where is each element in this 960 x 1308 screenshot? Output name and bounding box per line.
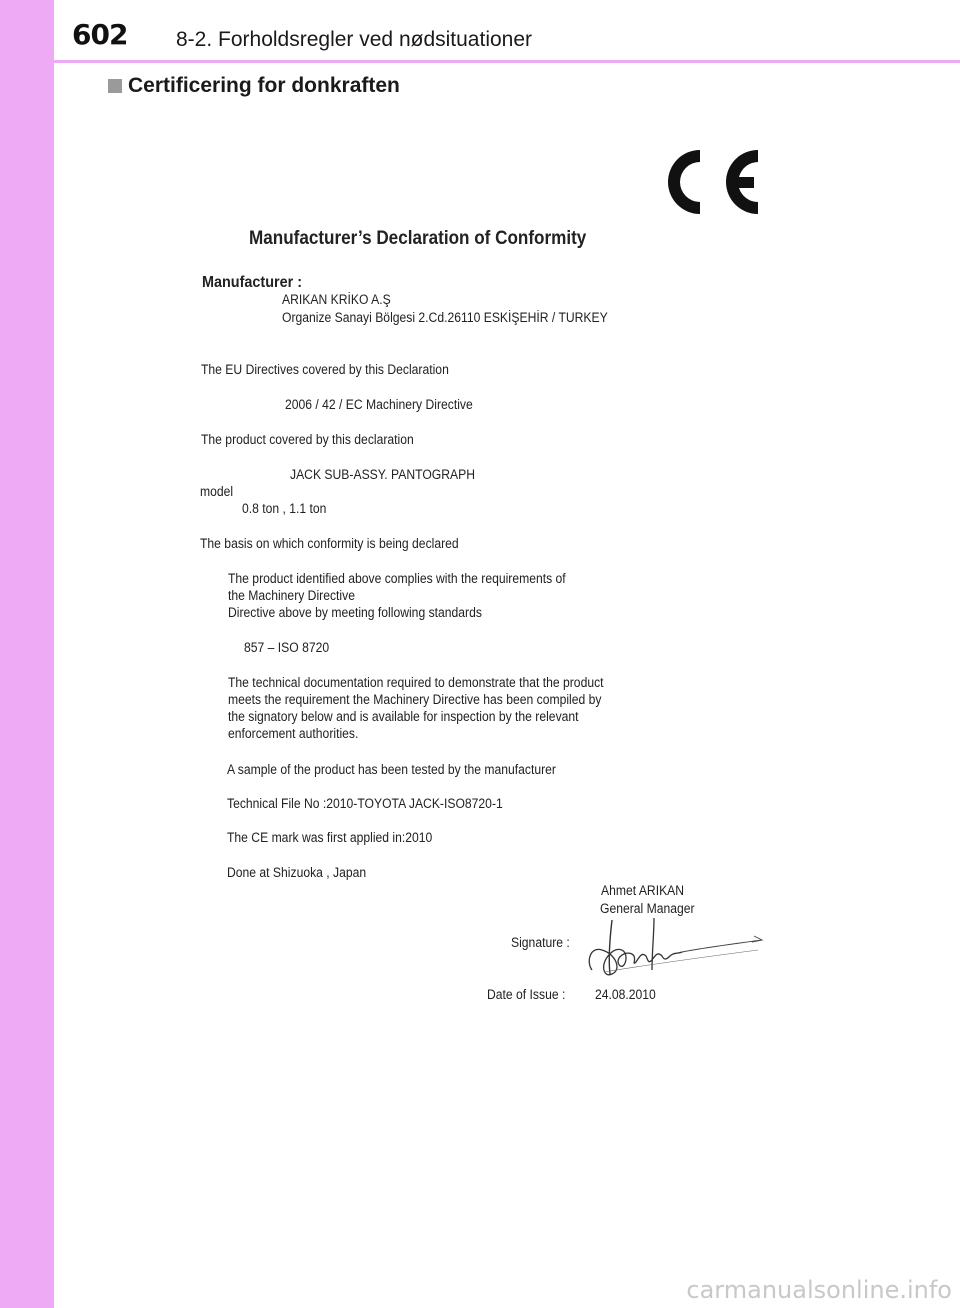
model-values: 0.8 ton , 1.1 ton [242, 501, 327, 516]
eu-directive: 2006 / 42 / EC Machinery Directive [285, 397, 473, 412]
technical-line: enforcement authorities. [228, 726, 359, 741]
date-label: Date of Issue : [487, 987, 566, 1002]
technical-file: Technical File No :2010-TOYOTA JACK-ISO8720-1 [227, 796, 503, 811]
handwritten-signature [582, 912, 770, 982]
manufacturer-name: ARIKAN KRİKO A.Ş [282, 292, 391, 307]
complies-line: the Machinery Directive [228, 588, 355, 603]
ce-applied: The CE mark was first applied in:2010 [227, 830, 433, 845]
complies-line: The product identified above complies with the requirements of [228, 571, 566, 586]
manufacturer-address: Organize Sanayi Bölgesi 2.Cd.26110 ESKİŞEHİR / TURKEY [282, 310, 608, 325]
product-label: The product covered by this declaration [201, 432, 414, 447]
signatory-name: Ahmet ARIKAN [601, 883, 685, 898]
technical-line: The technical documentation required to demonstrate that the product [228, 675, 604, 690]
standard: 857 – ISO 8720 [244, 640, 330, 655]
date-value: 24.08.2010 [595, 987, 656, 1002]
manufacturer-label: Manufacturer : [202, 274, 303, 291]
ce-logo-icon [662, 144, 764, 220]
complies-line: Directive above by meeting following standards [228, 605, 482, 620]
declaration-title: Manufacturer’s Declaration of Conformity [249, 228, 587, 249]
chapter-title: 8-2. Forholdsregler ved nødsituationer [176, 28, 533, 51]
signature-label: Signature : [511, 935, 570, 950]
site-watermark: carmanualsonline.info [686, 1276, 952, 1304]
signatory-title: General Manager [600, 901, 695, 916]
page-number: 602 [72, 18, 128, 51]
model-label: model [200, 484, 234, 499]
technical-line: the signatory below and is available for inspection by the relevant [228, 709, 579, 724]
done-at: Done at Shizuoka , Japan [227, 865, 367, 880]
sample-tested: A sample of the product has been tested by the manufacturer [227, 762, 556, 777]
product-name: JACK SUB-ASSY. PANTOGRAPH [290, 467, 476, 482]
basis-label: The basis on which conformity is being declared [200, 536, 459, 551]
eu-directives-label: The EU Directives covered by this Declaration [201, 362, 449, 377]
technical-line: meets the requirement the Machinery Directive has been compiled by [228, 692, 602, 707]
section-heading-text: Certificering for donkraften [128, 74, 400, 97]
